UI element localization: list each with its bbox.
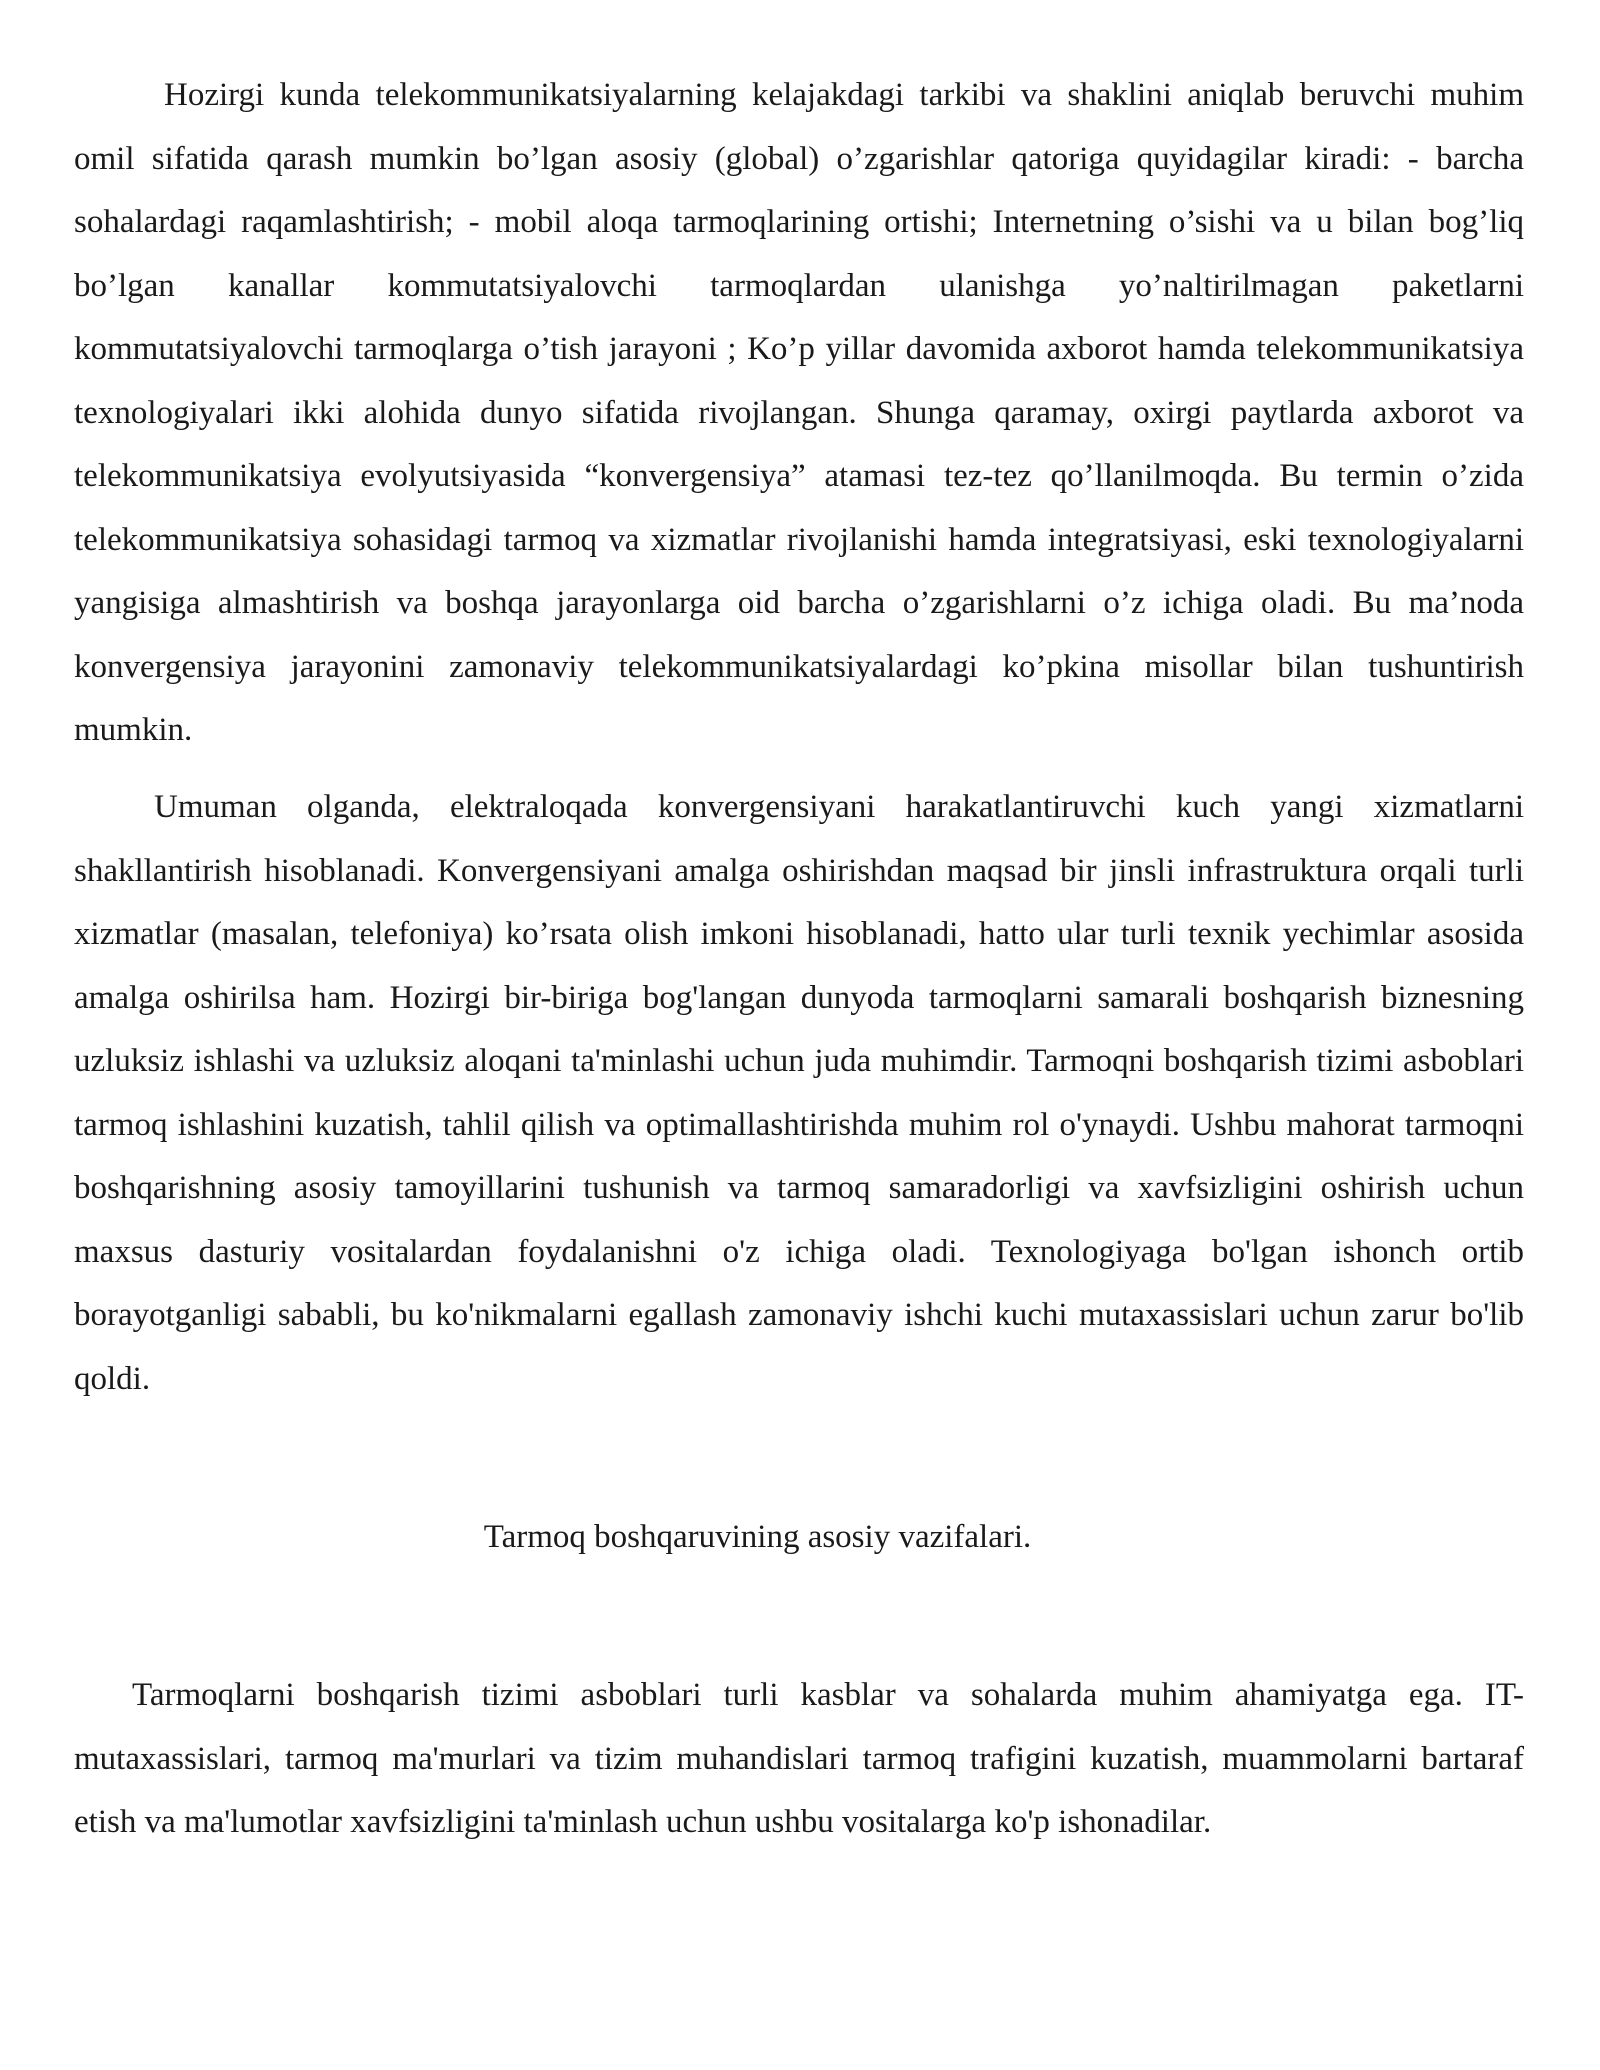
section-heading: Tarmoq boshqaruvining asosiy vazifalari. [483,1519,1032,1555]
body-paragraph-tools-importance: Tarmoqlarni boshqarish tizimi asboblari turli kasblar va sohalarda muhim ahamiyatga ega. IT-mutaxassislari, tarmoq ma'murlari va tizim muhandislari tarmoq trafigini kuzatish, muammolarni bartaraf etish va ma'lumotlar xavfsizligini ta'minlash uchun ushbu vositalarga ko'p ishonadilar. [74,1677,1524,1840]
body-paragraph-network-management: Umuman olganda, elektraloqada konvergensiyani harakatlantiruvchi kuch yangi xizmatlarni shakllantirish hisoblanadi. Konvergensiyani amalga oshirishdan maqsad bir jinsli infrastruktura orqali turli xizmatlar (masalan, telefoniya) ko’rsata olish imkoni hisoblanadi, hatto ular turli texnik yechimlar asosida amalga oshirilsa ham. Hozirgi bir-biriga bog'langan dunyoda tarmoqlarni samarali boshqarish biznesning uzluksiz ishlashi va uzluksiz aloqani ta'minlashi uchun juda muhimdir. Tarmoqni boshqarish tizimi asboblari tarmoq ishlashini kuzatish, tahlil qilish va optimallashtirishda muhim rol o'ynaydi. Ushbu mahorat tarmoqni boshqarishning asosiy tamoyillarini tushunish va tarmoq samaradorligi va xavfsizligini oshirish uchun maxsus dasturiy vositalardan foydalanishni o'z ichiga oladi. Texnologiyaga bo'lgan ishonch ortib borayotganligi sababli, bu ko'nikmalarni egallash zamonaviy ishchi kuchi mutaxassislari uchun zarur bo'lib qoldi. [74,789,1524,1397]
body-paragraph-convergence-intro: Hozirgi kunda telekommunikatsiyalarning kelajakdagi tarkibi va shaklini aniqlab beruvchi muhim omil sifatida qarash mumkin bo’lgan asosiy (global) o’zgarishlar qatoriga quyidagilar kiradi: - barcha sohalardagi raqamlashtirish; - mobil aloqa tarmoqlarining ortishi; Internetning o’sishi va u bilan bog’liq bo’lgan kanallar kommutatsiyalovchi tarmoqlardan ulanishga yo’naltirilmagan paketlarni kommutatsiyalovchi tarmoqlarga o’tish jarayoni ; Ko’p yillar davomida axborot hamda telekommunikatsiya texnologiyalari ikki alohida dunyo sifatida rivojlangan. Shunga qaramay, oxirgi paytlarda axborot va telekommunikatsiya evolyutsiyasida “konvergensiya” atamasi tez-tez qo’llanilmoqda. Bu termin o’zida telekommunikatsiya sohasidagi tarmoq va xizmatlar rivojlanishi hamda integratsiyasi, eski texnologiyalarni yangisiga almashtirish va boshqa jarayonlarga oid barcha o’zgarishlarni o’z ichiga oladi. Bu ma’noda konvergensiya jarayonini zamonaviy telekommunikatsiyalardagi ko’pkina misollar bilan tushuntirish mumkin. [74,77,1524,748]
